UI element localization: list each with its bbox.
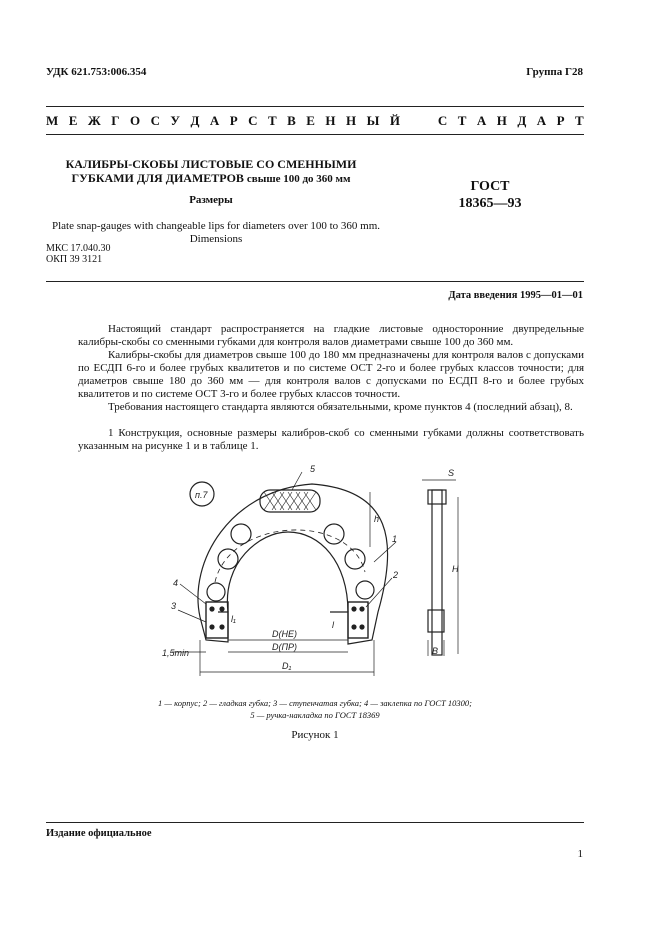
standard-letter: Т bbox=[575, 113, 584, 128]
english-title: Plate snap-gauges with changeable lips for diameters over 100 to 360 mm. Dimensions bbox=[51, 220, 381, 245]
paragraph-clause-1: 1 Конструкция, основные размеры калибров-скоб со сменными губками должны соответствовать указанным на рисунке 1 и в таблице 1. bbox=[78, 427, 584, 452]
label-2: 2 bbox=[393, 570, 399, 580]
gost-label: ГОСТ bbox=[470, 179, 510, 194]
side-view-body bbox=[432, 490, 442, 655]
title-line-2: ГУБКАМИ ДЛЯ ДИАМЕТРОВ свыше 100 до 360 мм bbox=[71, 171, 351, 185]
standard-letter: Р bbox=[556, 113, 565, 128]
standard-letter: О bbox=[129, 113, 141, 128]
standard-letter bbox=[424, 113, 427, 129]
label-d-ne: D(НЕ) bbox=[272, 629, 297, 639]
standard-letter: Г bbox=[111, 113, 120, 128]
label-s: S bbox=[448, 468, 455, 478]
lightening-hole bbox=[356, 581, 374, 599]
smooth-jaw bbox=[348, 602, 368, 638]
label-d1: D₁ bbox=[282, 661, 292, 671]
label-l1: l₁ bbox=[231, 614, 236, 624]
figure-label: Рисунок 1 bbox=[291, 729, 339, 741]
okp-code: ОКП 39 3121 bbox=[46, 254, 103, 265]
paragraph-scope: Настоящий стандарт распространяется на гладкие листовые односторонние двупредельные калибры-скобы со сменными губками для контроля валов диаметрами свыше 100 до 360 мм. bbox=[78, 323, 584, 348]
snap-gauge-drawing bbox=[160, 462, 490, 694]
standard-letter: С bbox=[437, 113, 448, 128]
label-3: 3 bbox=[171, 601, 177, 611]
label-h: h bbox=[374, 514, 380, 524]
standard-letter: Т bbox=[268, 113, 277, 128]
classification-codes bbox=[46, 243, 110, 265]
label-l: l bbox=[332, 620, 334, 630]
label-1: 1 bbox=[392, 534, 398, 544]
stepped-jaw bbox=[206, 602, 228, 638]
gost-number: 18365—93 bbox=[458, 196, 522, 211]
mks-code: МКС 17.040.30 bbox=[46, 243, 111, 254]
introduction-date: Дата введения 1995—01—01 bbox=[448, 290, 583, 301]
document-subtitle: Размеры bbox=[189, 194, 233, 206]
title-line-1: КАЛИБРЫ-СКОБЫ ЛИСТОВЫЕ СО СМЕННЫМИ bbox=[65, 157, 357, 171]
lightening-hole bbox=[345, 549, 365, 569]
top-rule bbox=[46, 106, 584, 107]
standard-letter: В bbox=[287, 113, 296, 128]
standard-letter: Д bbox=[517, 113, 527, 128]
standard-letter: Ы bbox=[366, 113, 380, 128]
paragraph-requirements: Требования настоящего стандарта являются обязательными, кроме пунктов 4 (последний абзац), 8. bbox=[108, 401, 573, 413]
date-rule bbox=[46, 281, 584, 282]
standard-letter: Е bbox=[306, 113, 315, 128]
standard-letter: М bbox=[46, 113, 59, 128]
gauge-throat-arc bbox=[227, 532, 348, 612]
heading-rule bbox=[46, 134, 584, 135]
gost-designation bbox=[440, 178, 540, 212]
standard-letter bbox=[410, 113, 413, 129]
footer-rule bbox=[46, 822, 584, 823]
standard-letter: Ж bbox=[87, 113, 101, 128]
standard-letter: Н bbox=[496, 113, 507, 128]
standard-letter: У bbox=[170, 113, 180, 128]
lightening-hole bbox=[207, 583, 225, 601]
standard-letter: Й bbox=[389, 113, 400, 128]
label-min: 1,5min bbox=[162, 648, 190, 658]
label-b: B bbox=[432, 646, 439, 656]
standard-letter: С bbox=[248, 113, 258, 128]
handle-plate bbox=[260, 490, 320, 512]
label-4: 4 bbox=[173, 578, 179, 588]
label-hh: H bbox=[452, 564, 459, 574]
lightening-hole bbox=[324, 524, 344, 544]
label-p7: п.7 bbox=[195, 490, 208, 500]
lightening-hole bbox=[231, 524, 251, 544]
label-5: 5 bbox=[310, 464, 316, 474]
standard-letter: А bbox=[476, 113, 487, 128]
standard-letter: Р bbox=[229, 113, 238, 128]
standard-letter: Т bbox=[457, 113, 467, 128]
page-number: 1 bbox=[577, 848, 583, 860]
standard-letter: Н bbox=[346, 113, 357, 128]
standard-letter: А bbox=[536, 113, 547, 128]
standard-letter: Н bbox=[325, 113, 336, 128]
standard-letter: С bbox=[150, 113, 160, 128]
standard-letter: Д bbox=[190, 113, 200, 128]
side-view-handle bbox=[428, 490, 446, 504]
label-d-pr: D(ПР) bbox=[272, 642, 298, 652]
figure-caption: 1 — корпус; 2 — гладкая губка; 3 — ступенчатая губка; 4 — заклепка по ГОСТ 10300; 5 — ручка-накладка по ГОСТ 18369 bbox=[158, 698, 472, 720]
gauge-body-outline bbox=[198, 484, 388, 644]
standard-letter: Е bbox=[68, 113, 78, 128]
official-edition: Издание официальное bbox=[46, 828, 152, 839]
interstate-standard-heading bbox=[46, 113, 584, 129]
standard-letter: А bbox=[209, 113, 220, 128]
document-title bbox=[46, 157, 376, 186]
udk-code: УДК 621.753:006.354 bbox=[46, 66, 147, 78]
paragraph-purpose: Калибры-скобы для диаметров свыше 100 до 180 мм предназначены для контроля валов с допусками по ЕСДП 6-го и более грубых квалитетов и по системе ОСТ 2-го и более грубых классов точности; для диаметров свыше 180 до 360 мм — для контроля валов с допусками по ЕСДП 8-го и более грубых квалитетов и по системе ОСТ 3-го и более грубых классов точности. bbox=[78, 349, 584, 400]
lightening-hole bbox=[218, 549, 238, 569]
group-code: Группа Г28 bbox=[526, 66, 583, 78]
